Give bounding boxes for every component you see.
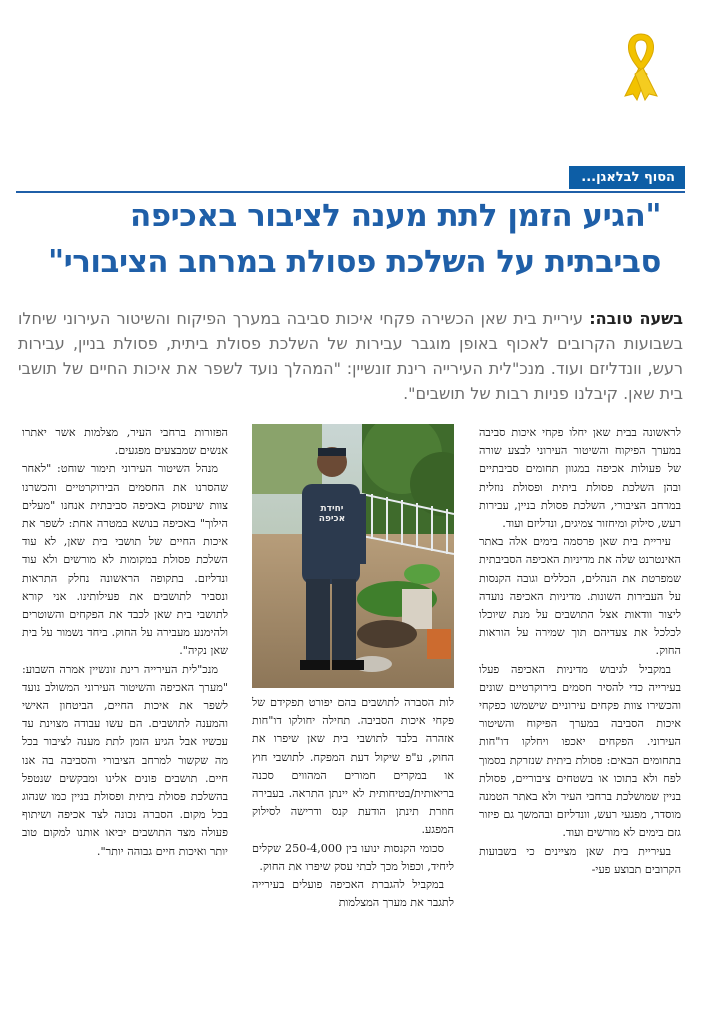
paragraph: בעיריית בית שאן מציינים כי בשבועות הקרובים תבוצע פעי- <box>479 844 681 876</box>
inspector-photo <box>252 424 454 688</box>
section-rule <box>16 191 685 193</box>
paragraph: עיריית בית שאן פרסמה בימים אלה באתר האינטרנט שלה את מדיניות האכיפה הסביבתית שמפרטת את הנהלים, הכללים וגובה הקנסות על העבירות השונות. מדיניות האכיפה נועדה ליצור וודאות אצל התושבים על מנת שיוכלו לכלכל את צעדיהם תוך שמירה על הוראות החוק. <box>479 535 681 658</box>
paragraph: לראשונה בבית שאן יחלו פקחי איכות סביבה במערך הפיקוח והשיטור העירוני לבצע שורה של פעולות אכיפה במגוון תחומים סביבתיים ובהן השלכת פסולת ביתית ופסולת נוזלית במרחב הציבורי, השלכת פסולת בניין, עבירות רעש, סילוק ומיחזור צמיגים, ונדליזם ועוד. <box>479 426 681 531</box>
paragraph: הפזורות ברחבי העיר, מצלמות אשר יאתרו אנשים שמבצעים מפגעים. <box>22 426 228 458</box>
article-column-left <box>22 424 228 861</box>
paragraph: במקביל לגיבוש מדיניות האכיפה פעלו בעירייה כדי להסיר חסמים בירוקרטיים שונים והכשירו צוות פקחים עירוניים שישמשו כפקחי איכות הסביבה במערך הפיקוח והשיטור העירוני. הפקחים יאכפו ויחלקו דו"חות בתחומים הבאים: פסולת ביתית שנזרקת בסמוך לפח ולא בתוכו או בשטחים ציבוריים, פסולת בניין שמושלכת ברחבי העיר ולא באתר הטמנה מוסדר, מפגעי רעש, וונדליזם ובהמשך גם פיזור גזם בימים לא מורשים ועוד. <box>479 662 681 840</box>
paragraph: לות הסברה לתושבים בהם יפורט תפקידם של פקחי איכות הסביבה. תחילה יחולקו דו"חות אזהרה בלבד לתושבי בית שאן שיפרו את החוק, ע"פ שיקול דעת המפקח. לתושבי חוץ או במקרים חמורים המהווים סכנה בריאותית/בטיחותית לא יינתן התראה. בעבירה חוזרת תינתן הודעת קנס ודרישה לסילוק המפגע. <box>252 696 454 837</box>
paragraph: מנכ"לית העירייה רינת זונשיין אמרה השבוע: "מערך האכיפה והשיטור העירוני המשולב נועד לשפר את איכות החיים, הביטחון האישי והמענה לתושבים. הם עשו עבודה מצוינת עד עכשיו אבל הגיע הזמן לתת מענה לציבור בכל מה שקשור למרחב הציבורי והסביבה בה אנו חיים. תושבים פונים אלינו ומבקשים שנטפל בהשלכת פסולת ביתית ופסולת בניין כמו שנהוג בכל מקום. הסברה נכונה לצד אכיפה ושיתוף פעולה מצד התושבים יביאו אותנו למקום טוב יותר ואיכות חיים גבוהה יותר". <box>22 662 228 858</box>
section-tag: הסוף לבלאגן... <box>569 166 685 189</box>
article-column-right <box>479 424 681 879</box>
article-column-middle <box>252 694 454 912</box>
vest-text: יחידת אכיפה <box>318 504 346 524</box>
lead-text: עיריית בית שאן הכשירה פקחי איכות סביבה במערך הפיקוח והשיטור העירוני שיחלו בשבועות הקרובים לאכוף באופן מוגבר עבירות של השלכת פסולת ביתית, פסולת בניין, עבירות רעש, וונדליזם ועוד. מנכ"לית העירייה רינת זונשיין: "המהלך נועד לשפר את איכות החיים של תושבי בית שאן. קיבלנו פניות רבות של תושבים". <box>18 309 683 403</box>
paragraph: סכומי הקנסות ינועו בין 250-4,000 שקלים ליחיד, וכפול מכך לבתי עסק שיפרו את החוק. <box>252 841 454 873</box>
paragraph: במקביל להגברת האכיפה פועלים בעירייה לתגבר את מערך המצלמות <box>252 878 454 910</box>
headline-line-2: סביבתית על השלכת פסולת במרחב הציבורי" <box>47 244 661 280</box>
paragraph: מנהל השיטור העירוני תימור שוחט: "לאחר שהסרנו את החסמים הבירוקרטיים והכשרנו צוות שיעסוק באכיפה סביבתית אנחנו "מעלים הילוך" באכיפה בנושא במטרה אחת: לשפר את איכות החיים של תושבי בית שאן, לא עוד השלכת פסולת במקומות לא מורשים ולא עוד ונדליזם. בתקופה הראשונה נחלק התראות ונסביר לתושבים את פעילותינו. אני קורא לתושבי בית שאן לכבד את הפקחים והשוטרים ולהימנע מעבירה על החוק. ביחד נשמור על בית שאן נקיה". <box>22 462 228 658</box>
yellow-ribbon-icon <box>617 30 665 102</box>
headline-line-1: "הגיע הזמן לתת מענה לציבור באכיפה <box>129 198 661 234</box>
lead-paragraph <box>18 306 683 406</box>
lead-prefix: בשעה טובה: <box>589 309 683 328</box>
